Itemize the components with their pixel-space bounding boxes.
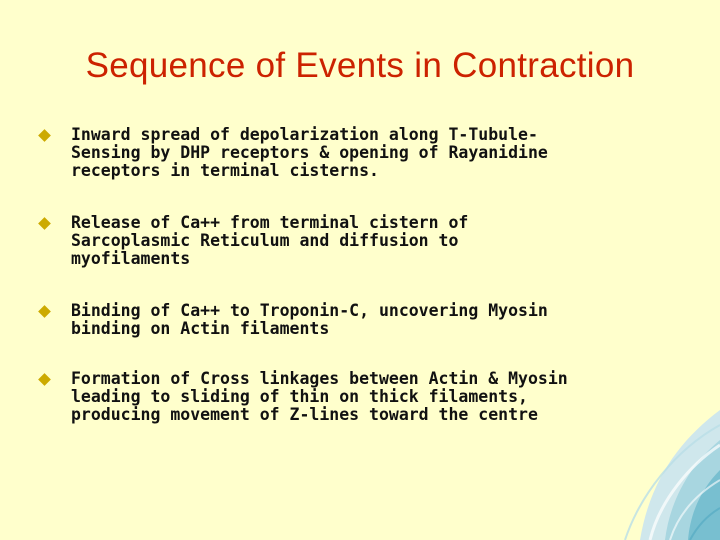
diamond-bullet-icon <box>38 373 51 386</box>
bullet-text: Binding of Ca++ to Troponin-C, uncovering Myosin binding on Actin filaments <box>71 301 548 338</box>
wave-swoosh-decoration <box>530 370 720 540</box>
slide-title: Sequence of Events in Contraction <box>85 46 635 85</box>
bullet-text: Formation of Cross linkages between Actin & Myosin leading to sliding of thin on thick filaments, producing movement of Z-lines toward the centre <box>71 369 568 424</box>
bullet-text: Inward spread of depolarization along T-Tubule- Sensing by DHP receptors & opening of Rayanidine receptors in terminal cisterns. <box>71 125 548 180</box>
diamond-bullet-icon <box>38 305 51 318</box>
diamond-bullet-icon <box>38 217 51 230</box>
diamond-bullet-icon <box>38 129 51 142</box>
bullet-text: Release of Ca++ from terminal cistern of Sarcoplasmic Reticulum and diffusion to myofilaments <box>71 213 469 268</box>
